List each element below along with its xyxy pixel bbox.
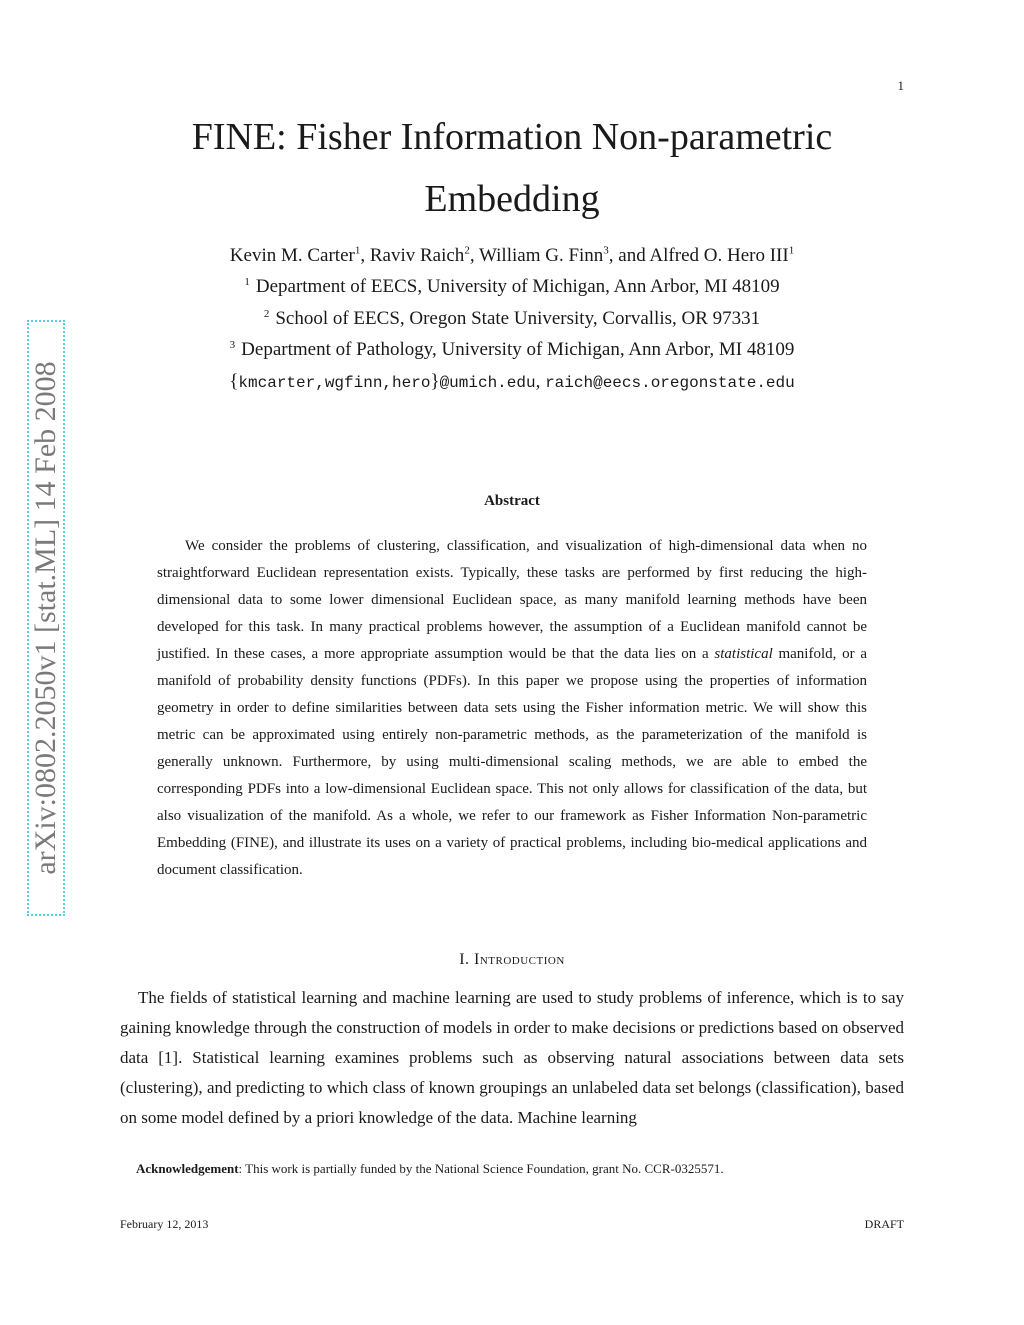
paper-title (120, 106, 904, 230)
affiliation-2-text: School of EECS, Oregon State University, Corvallis, OR 97331 (275, 308, 761, 329)
author-raich-sup: 2 (464, 244, 470, 257)
section-title: Introduction (474, 951, 565, 968)
section-number: I. (459, 951, 470, 968)
author-raich: , Raviv Raich (360, 245, 465, 266)
acknowledgement (136, 1161, 904, 1177)
title-line-1: FINE: Fisher Information Non-parametric (191, 116, 833, 158)
email-line (120, 366, 904, 399)
intro-paragraph: The fields of statistical learning and machine learning are used to study problems of inference, which is to say gaining knowledge through the construction of models in order to make decisions or predictions based on observed data [1]. Statistical learning examines problems such as observing natural associations between data sets (clustering), and predicting to which class of known groupings an unlabeled data set belongs (classification), based on some model defined by a priori knowledge of the data. Machine learning (120, 988, 904, 1127)
abstract-paragraph (157, 533, 867, 884)
affiliation-3-text: Department of Pathology, University of Michigan, Ann Arbor, MI 48109 (241, 339, 795, 360)
abstract-part-2: manifold, or a manifold of probability density functions (PDFs). In this paper we propose using the properties of information geometry in order to define similarities between data sets using the Fisher information metric. We will show this metric can be approximated using entirely non-parametric methods, as the parameterization of the manifold is generally unknown. Furthermore, by using multi-dimensional scaling methods, we are able to embed the corresponding PDFs into a low-dimensional Euclidean space. This not only allows for classification of the data, but also visualization of the manifold. As a whole, we refer to our framework as Fisher Information Non-parametric Embedding (FINE), and illustrate its uses on a variety of practical problems, including bio-medical applications and document classification. (157, 646, 868, 878)
section-heading (120, 951, 904, 969)
affiliation-3 (120, 334, 904, 365)
author-carter: Kevin M. Carter (229, 245, 355, 266)
author-finn: , William G. Finn (469, 245, 604, 266)
email-domain: @umich.edu (439, 374, 536, 392)
email-brace-close: } (430, 371, 440, 392)
acknowledgement-label: Acknowledgement (136, 1161, 239, 1176)
abstract-part-1: We consider the problems of clustering, classification, and visualization of high-dimensional data when no straightforward Euclidean representation exists. Typically, these tasks are performed by first reducing the high-dimensional data to some lower dimensional Euclidean space, as many manifold learning methods have been developed for this task. In many practical problems however, the assumption of a Euclidean manifold cannot be justified. In these cases, a more appropriate assumption would be that the data lies on a (157, 538, 867, 662)
email-separator: , (535, 371, 546, 392)
page-number: 1 (897, 78, 904, 93)
acknowledgement-text: : This work is partially funded by the National Science Foundation, grant No. CCR-0325571. (238, 1161, 724, 1176)
affiliation-3-sup: 3 (229, 338, 236, 351)
author-hero: , and Alfred O. Hero III (608, 245, 789, 266)
affiliation-1 (120, 271, 904, 302)
affiliation-1-sup: 1 (244, 275, 250, 288)
arxiv-stamp (27, 320, 65, 916)
title-line-2: Embedding (424, 178, 600, 220)
email-brace-open: { (229, 371, 239, 392)
author-list (120, 240, 904, 271)
abstract-heading: Abstract (484, 493, 540, 509)
author-hero-sup: 1 (788, 244, 795, 257)
email-second: raich@eecs.oregonstate.edu (545, 374, 795, 392)
affiliation-1-text: Department of EECS, University of Michigan, Ann Arbor, MI 48109 (255, 276, 780, 297)
affiliation-2 (120, 303, 904, 334)
abstract-italic: statistical (714, 646, 773, 662)
footer-date: February 12, 2013 (120, 1217, 209, 1231)
abstract-body (157, 533, 867, 884)
email-users: kmcarter,wgfinn,hero (238, 374, 431, 392)
arxiv-stamp-text: arXiv:0802.2050v1 [stat.ML] 14 Feb 2008 (29, 361, 62, 875)
author-finn-sup: 3 (603, 244, 609, 257)
affiliation-2-sup: 2 (263, 307, 270, 320)
intro-body (120, 983, 904, 1133)
author-carter-sup: 1 (354, 244, 361, 257)
footer-status: DRAFT (864, 1217, 904, 1231)
